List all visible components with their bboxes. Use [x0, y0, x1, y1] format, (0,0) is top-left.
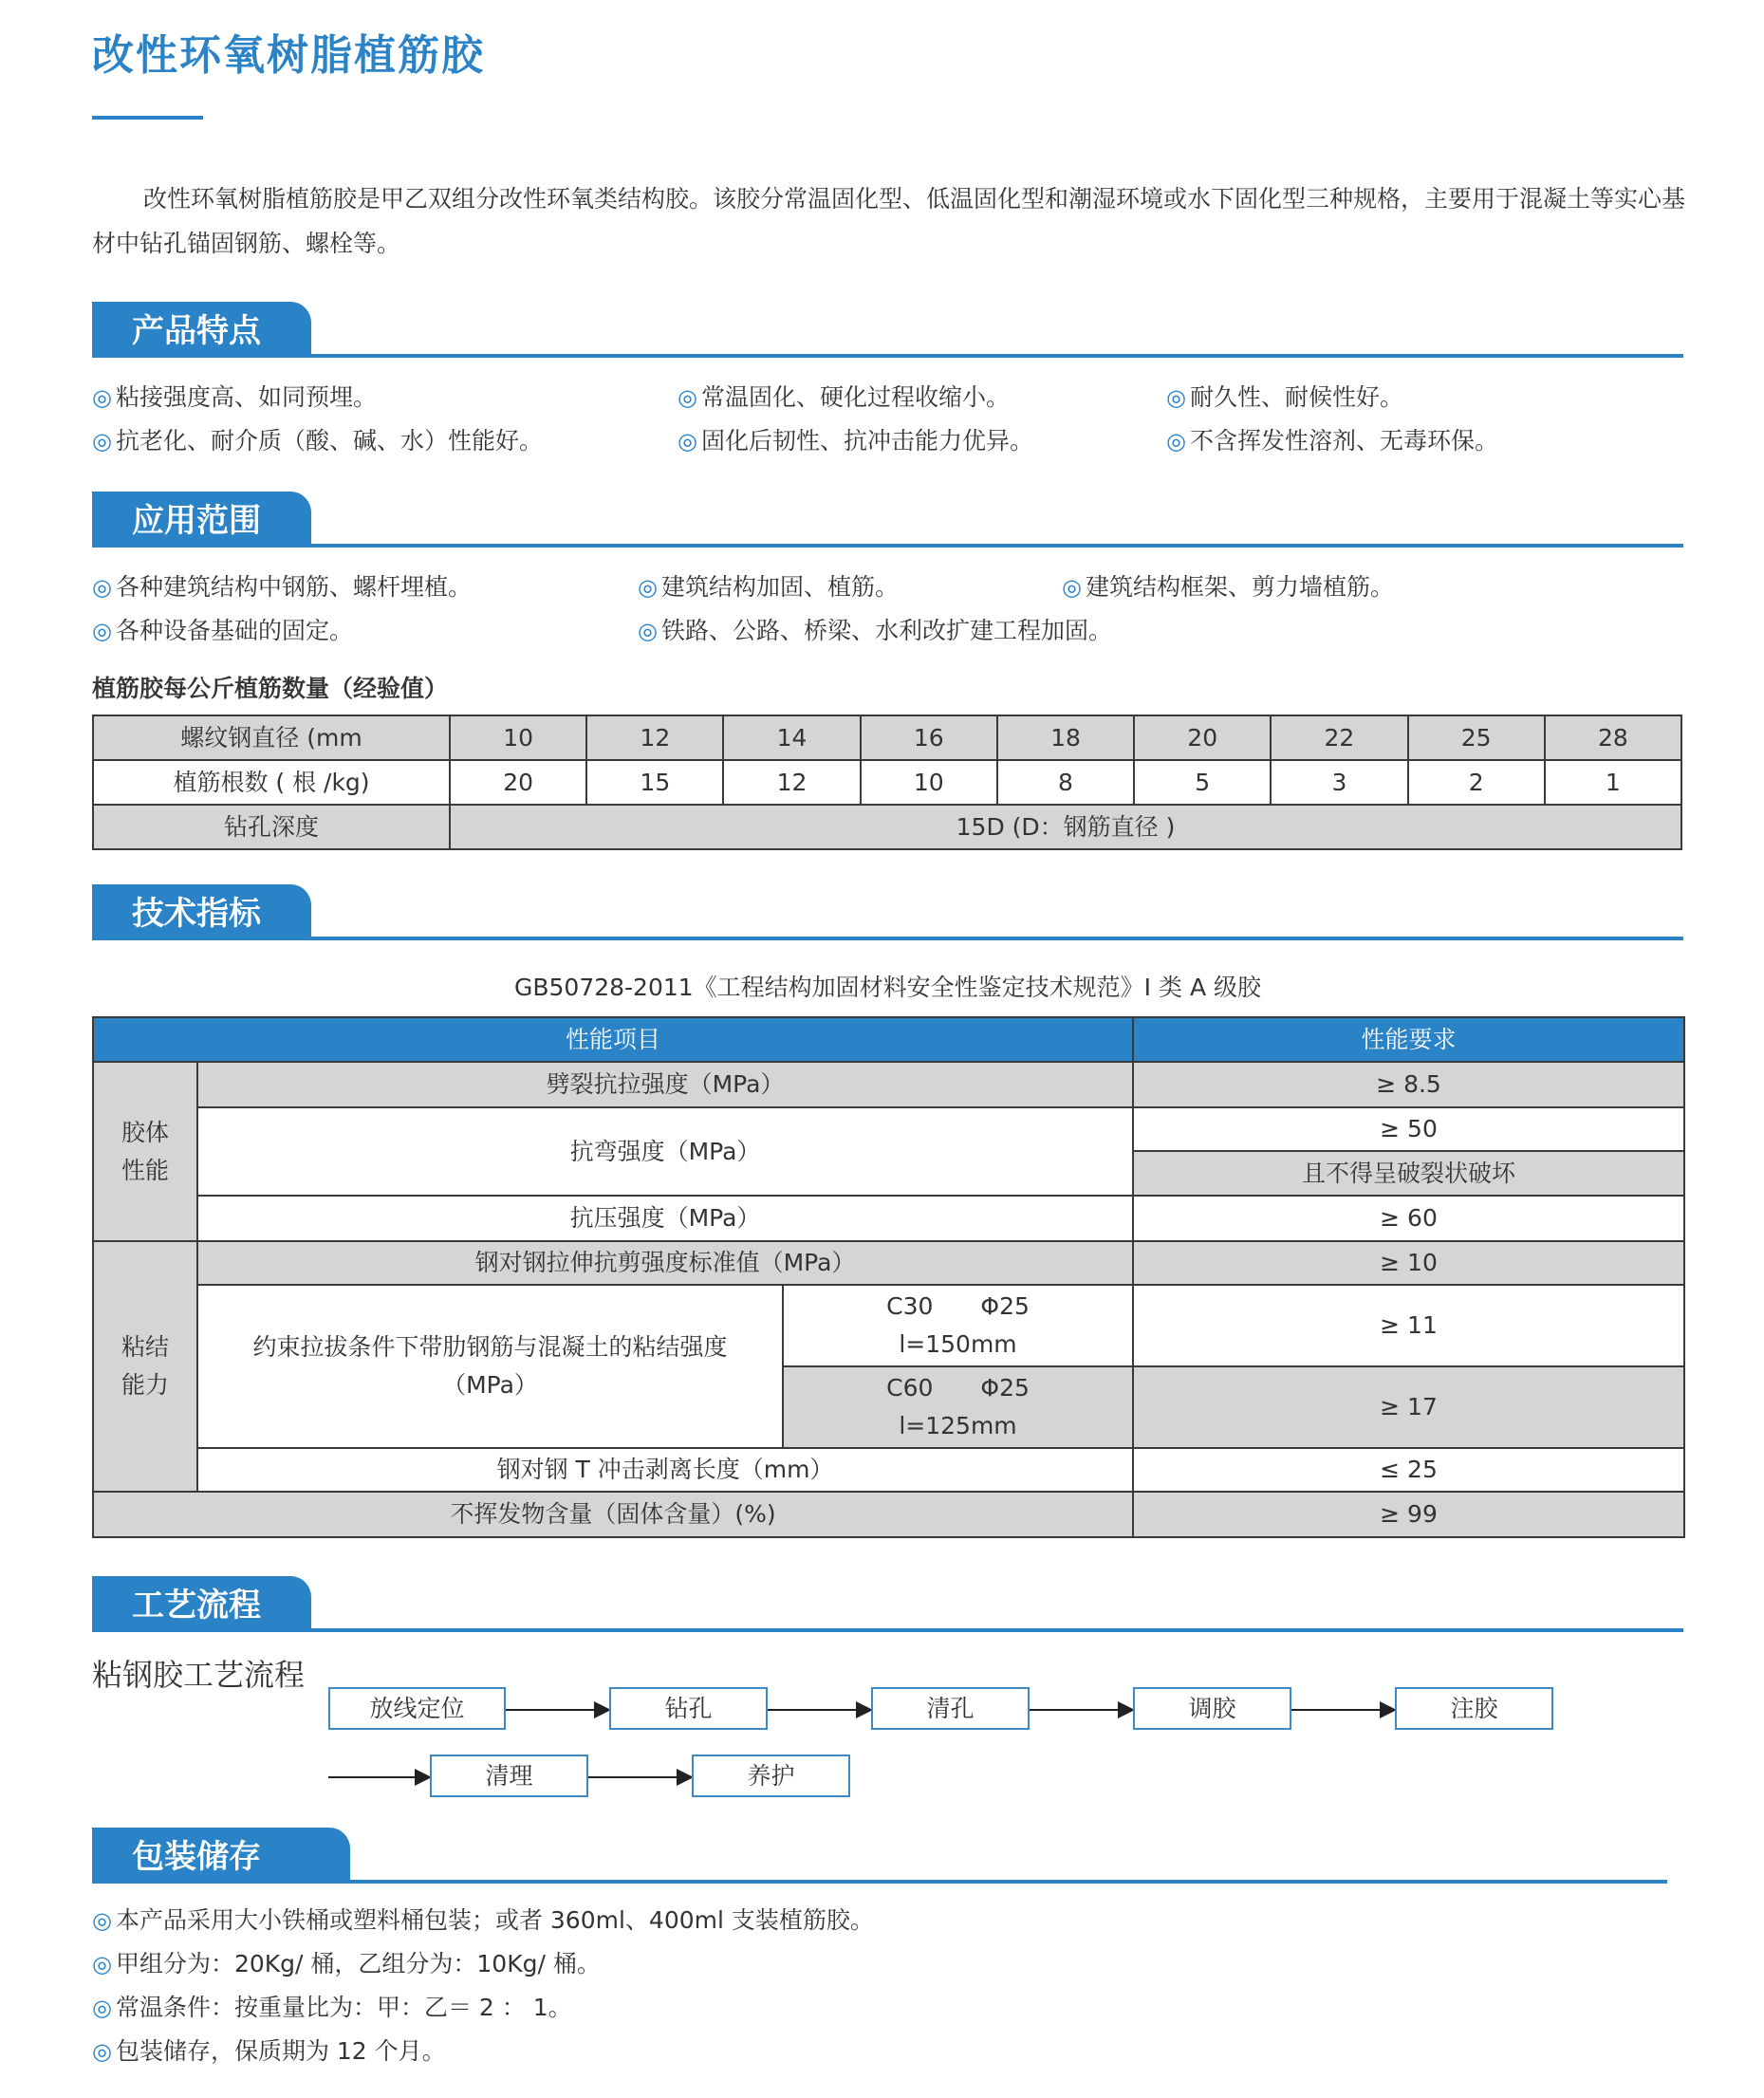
bullet-circle-icon: ◎ — [638, 574, 658, 601]
bullet-circle-icon: ◎ — [92, 428, 112, 455]
section-title: 应用范围 — [92, 492, 311, 548]
bullet-circle-icon: ◎ — [1062, 574, 1082, 601]
cell: ≤ 25 — [1133, 1448, 1684, 1492]
diameter-cell: 12 — [586, 715, 723, 760]
page-title: 改性环氧树脂植筋胶 — [92, 31, 485, 80]
section-title: 产品特点 — [92, 302, 311, 358]
header-requirement: 性能要求 — [1133, 1017, 1684, 1062]
table-row — [93, 760, 1681, 805]
application-item — [638, 568, 899, 603]
bullet-circle-icon: ◎ — [92, 574, 112, 601]
count-cell: 8 — [997, 760, 1134, 805]
table-header-row — [93, 1017, 1684, 1062]
intro-paragraph: 改性环氧树脂植筋胶是甲乙双组分改性环氧类结构胶。该胶分常温固化型、低温固化型和潮湿环境或水下固化型三种规格，主要用于混凝土等实心基材中钻孔锚固钢筋、螺栓等。 — [92, 185, 1686, 257]
feature-item — [1166, 422, 1498, 456]
count-cell: 15 — [586, 760, 723, 805]
cell: 不挥发物含量（固体含量）(%) — [93, 1492, 1133, 1537]
arrow-right-icon — [1291, 1709, 1395, 1711]
table-row — [93, 1107, 1684, 1151]
application-item — [92, 568, 472, 603]
flow-step: 注胶 — [1395, 1687, 1553, 1730]
cell: ≥ 11 — [1133, 1285, 1684, 1366]
section-rule — [92, 937, 1683, 940]
packaging-item — [92, 2033, 446, 2067]
cell: ≥ 50 — [1133, 1107, 1684, 1151]
process-subtitle: 粘钢胶工艺流程 — [92, 1657, 306, 1693]
drill-depth-value: 15D (D：钢筋直径 ) — [450, 805, 1681, 849]
cell: 抗弯强度（MPa） — [197, 1107, 1133, 1196]
packaging-text: 甲组分为：20Kg/ 桶，乙组分为：10Kg/ 桶。 — [115, 1950, 601, 1977]
table-row — [93, 1062, 1684, 1107]
arrow-right-icon — [1030, 1709, 1133, 1711]
header-item: 性能项目 — [93, 1017, 1133, 1062]
count-cell: 12 — [723, 760, 860, 805]
packaging-item — [92, 1945, 601, 1979]
rebar-table — [92, 715, 1682, 850]
bullet-circle-icon: ◎ — [92, 1995, 112, 2021]
application-item — [638, 612, 1112, 646]
rebar-table-caption: 植筋胶每公斤植筋数量（经验值） — [92, 675, 449, 702]
cell: ≥ 10 — [1133, 1241, 1684, 1285]
cell: C30 Φ25 l=150mm — [783, 1285, 1133, 1366]
cell: C60 Φ25 l=125mm — [783, 1366, 1133, 1448]
arrow-right-icon — [768, 1709, 871, 1711]
section-rule — [92, 544, 1683, 548]
count-cell: 10 — [861, 760, 997, 805]
feature-text: 固化后韧性、抗冲击能力优异。 — [700, 427, 1033, 455]
feature-text: 粘接强度高、如同预埋。 — [115, 383, 377, 411]
section-rule — [92, 1628, 1683, 1632]
diameter-cell: 18 — [997, 715, 1134, 760]
packaging-text: 包装储存，保质期为 12 个月。 — [115, 2037, 446, 2065]
section-rule — [92, 354, 1683, 358]
row-label: 植筋根数 ( 根 /kg) — [93, 760, 450, 805]
bullet-circle-icon: ◎ — [92, 384, 112, 411]
bullet-circle-icon: ◎ — [1166, 384, 1186, 411]
table-row — [93, 1196, 1684, 1241]
feature-item — [678, 422, 1033, 456]
table-row — [93, 1241, 1684, 1285]
cell: 钢对钢 T 冲击剥离长度（mm） — [197, 1448, 1133, 1492]
diameter-cell: 25 — [1408, 715, 1545, 760]
section-title: 工艺流程 — [92, 1576, 311, 1632]
flow-step: 钻孔 — [609, 1687, 768, 1730]
application-item — [1062, 568, 1394, 603]
diameter-cell: 28 — [1545, 715, 1681, 760]
packaging-item — [92, 1902, 874, 1936]
count-cell: 2 — [1408, 760, 1545, 805]
feature-text: 不含挥发性溶剂、无毒环保。 — [1189, 427, 1498, 455]
diameter-cell: 16 — [861, 715, 997, 760]
cell: 劈裂抗拉强度（MPa） — [197, 1062, 1133, 1107]
arrow-right-icon — [588, 1776, 692, 1778]
feature-item — [678, 379, 1010, 413]
cell: 抗压强度（MPa） — [197, 1196, 1133, 1241]
application-text: 铁路、公路、桥梁、水利改扩建工程加固。 — [660, 617, 1112, 644]
cell: 钢对钢拉伸抗剪强度标准值（MPa） — [197, 1241, 1133, 1285]
tech-spec-table — [92, 1016, 1685, 1538]
title-underline — [92, 116, 203, 120]
cell: 且不得呈破裂状破坏 — [1133, 1151, 1684, 1196]
table-row — [93, 715, 1681, 760]
bullet-circle-icon: ◎ — [92, 618, 112, 644]
cell: ≥ 99 — [1133, 1492, 1684, 1537]
flow-step: 清孔 — [871, 1687, 1030, 1730]
table-row — [93, 1492, 1684, 1537]
section-tech-header — [92, 884, 1683, 940]
flow-step: 放线定位 — [328, 1687, 506, 1730]
section-title: 包装储存 — [92, 1828, 350, 1884]
bullet-circle-icon: ◎ — [92, 1951, 112, 1977]
section-features-header — [92, 302, 1683, 358]
feature-text: 抗老化、耐介质（酸、碱、水）性能好。 — [115, 427, 543, 455]
application-text: 建筑结构加固、植筋。 — [660, 573, 899, 601]
feature-item — [92, 379, 377, 413]
bullet-circle-icon: ◎ — [678, 384, 697, 411]
bullet-circle-icon: ◎ — [638, 618, 658, 644]
flow-step: 清理 — [430, 1755, 588, 1797]
section-title: 技术指标 — [92, 884, 311, 940]
packaging-text: 常温条件：按重量比为：甲：乙＝ 2 ： 1。 — [115, 1994, 572, 2021]
bullet-circle-icon: ◎ — [92, 2038, 112, 2065]
cell: ≥ 60 — [1133, 1196, 1684, 1241]
group-label: 粘结 能力 — [93, 1241, 197, 1492]
flow-step: 调胶 — [1133, 1687, 1291, 1730]
count-cell: 1 — [1545, 760, 1681, 805]
count-cell: 5 — [1134, 760, 1271, 805]
table-row — [93, 805, 1681, 849]
cell: ≥ 17 — [1133, 1366, 1684, 1448]
application-text: 建筑结构框架、剪力墙植筋。 — [1085, 573, 1394, 601]
feature-item — [92, 422, 543, 456]
diameter-cell: 20 — [1134, 715, 1271, 760]
packaging-item — [92, 1989, 572, 2023]
application-text: 各种建筑结构中钢筋、螺杆埋植。 — [115, 573, 472, 601]
arrow-right-icon — [328, 1776, 430, 1778]
count-cell: 20 — [450, 760, 586, 805]
arrow-right-icon — [506, 1709, 609, 1711]
diameter-cell: 22 — [1271, 715, 1407, 760]
section-applications-header — [92, 492, 1683, 548]
cell: 约束拉拔条件下带肋钢筋与混凝土的粘结强度（MPa） — [197, 1285, 783, 1448]
feature-text: 常温固化、硬化过程收缩小。 — [700, 383, 1010, 411]
group-label: 胶体 性能 — [93, 1062, 197, 1241]
application-text: 各种设备基础的固定。 — [115, 617, 353, 644]
row-label: 钻孔深度 — [93, 805, 450, 849]
flow-step: 养护 — [692, 1755, 850, 1797]
application-item — [92, 612, 353, 646]
feature-item — [1166, 379, 1403, 413]
row-label: 螺纹钢直径 (mm — [93, 715, 450, 760]
count-cell: 3 — [1271, 760, 1407, 805]
bullet-circle-icon: ◎ — [678, 428, 697, 455]
table-row — [93, 1285, 1684, 1366]
diameter-cell: 14 — [723, 715, 860, 760]
table-row — [93, 1448, 1684, 1492]
section-process-header — [92, 1576, 1683, 1632]
packaging-text: 本产品采用大小铁桶或塑料桶包装；或者 360ml、400ml 支装植筋胶。 — [115, 1906, 874, 1934]
bullet-circle-icon: ◎ — [1166, 428, 1186, 455]
feature-text: 耐久性、耐候性好。 — [1189, 383, 1403, 411]
diameter-cell: 10 — [450, 715, 586, 760]
cell: ≥ 8.5 — [1133, 1062, 1684, 1107]
standard-caption: GB50728-2011《工程结构加固材料安全性鉴定技术规范》I 类 A 级胶 — [513, 974, 1261, 1001]
section-packaging-header — [92, 1828, 1667, 1884]
bullet-circle-icon: ◎ — [92, 1907, 112, 1934]
